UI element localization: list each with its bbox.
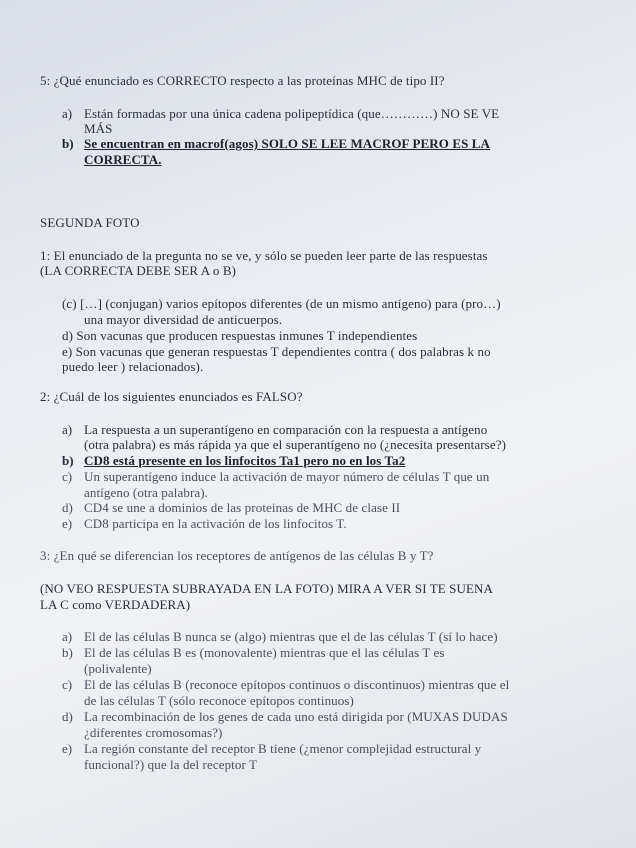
q3-option-d-label: d) bbox=[62, 709, 73, 724]
q2-option-e: CD8 participa en la activación de los linfocitos T. bbox=[84, 516, 347, 531]
section-title: SEGUNDA FOTO bbox=[40, 215, 140, 230]
question-1: 1: El enunciado de la pregunta no se ve, y sólo se pueden leer parte de las respuestas bbox=[40, 248, 488, 263]
q2-option-d-label: d) bbox=[62, 500, 73, 515]
q5-option-a-label: a) bbox=[62, 106, 73, 121]
q2-option-c: Un superantígeno induce la activación de mayor número de células T que un bbox=[84, 469, 490, 484]
q2-option-c-label: c) bbox=[62, 469, 73, 484]
q3-option-b-cont: (polivalente) bbox=[84, 661, 152, 676]
question-5: 5: ¿Qué enunciado es CORRECTO respecto a las proteínas MHC de tipo II? bbox=[40, 73, 445, 88]
q2-option-c-cont: antígeno (otra palabra). bbox=[84, 485, 209, 500]
q5-option-a: Están formadas por una única cadena polipeptídica (que…………) NO SE VE bbox=[84, 106, 500, 121]
q2-option-b-label: b) bbox=[62, 453, 74, 468]
q5-option-b-label: b) bbox=[62, 136, 74, 151]
q5-option-b-correct-cont: CORRECTA. bbox=[84, 152, 162, 167]
q3-option-e: La región constante del receptor B tiene (¿menor complejidad estructural y bbox=[84, 741, 482, 756]
q3-option-a-label: a) bbox=[62, 629, 73, 644]
q2-option-a: La respuesta a un superantígeno en comparación con la respuesta a antígeno bbox=[84, 422, 488, 437]
q3-option-c-label: c) bbox=[62, 677, 73, 692]
q3-option-e-cont: funcional?) que la del receptor T bbox=[84, 757, 258, 772]
q1-option-e-cont: puedo leer ) relacionados). bbox=[62, 359, 204, 374]
q2-option-a-cont: (otra palabra) es más rápida ya que el superantígeno no (¿necesita presentarse?) bbox=[84, 437, 506, 452]
q3-option-c-cont: de las células T (sólo reconoce epítopos continuos) bbox=[84, 693, 354, 708]
q3-option-c: El de las células B (reconoce epítopos continuos o discontinuos) mientras que el bbox=[84, 677, 510, 692]
q2-option-e-label: e) bbox=[62, 516, 73, 531]
q5-option-a-cont: MÁS bbox=[84, 121, 113, 136]
q5-option-b-correct: Se encuentran en macrof(agos) SOLO SE LEE MACROF PERO ES LA bbox=[84, 136, 491, 151]
q2-option-b-correct: CD8 está presente en los linfocitos Ta1 pero no en los Ta2 bbox=[84, 453, 406, 468]
question-3: 3: ¿En qué se diferencian los receptores de antígenos de las células B y T? bbox=[40, 548, 434, 563]
q2-option-d: CD4 se une a dominios de las proteinas de MHC de clase II bbox=[84, 500, 401, 515]
q3-option-a: El de las células B nunca se (algo) mientras que el de las células T (sí lo hace) bbox=[84, 629, 498, 644]
q1-option-c: (c) […] (conjugan) varios epítopos diferentes (de un mismo antígeno) para (pro…) bbox=[62, 296, 501, 311]
question-3-note: (NO VEO RESPUESTA SUBRAYADA EN LA FOTO) MIRA A VER SI TE SUENA bbox=[40, 581, 494, 596]
q1-option-e: e) Son vacunas que generan respuestas T dependientes contra ( dos palabras k no bbox=[62, 344, 491, 359]
q1-option-d: d) Son vacunas que producen respuestas inmunes T independientes bbox=[62, 328, 418, 343]
q3-option-e-label: e) bbox=[62, 741, 73, 756]
q2-option-a-label: a) bbox=[62, 422, 73, 437]
q3-option-d-cont: ¿diferentes cromosomas?) bbox=[84, 725, 223, 740]
q1-option-c-cont: una mayor diversidad de anticuerpos. bbox=[84, 312, 283, 327]
question-1-note: (LA CORRECTA DEBE SER A o B) bbox=[40, 263, 237, 278]
question-2: 2: ¿Cuál de los siguientes enunciados es FALSO? bbox=[40, 389, 303, 404]
q3-option-b-label: b) bbox=[62, 645, 73, 660]
q3-option-d: La recombinación de los genes de cada uno está dirigida por (MUXAS DUDAS bbox=[84, 709, 508, 724]
question-3-note-cont: LA C como VERDADERA) bbox=[40, 597, 191, 612]
q3-option-b: El de las células B es (monovalente) mientras que el las células T es bbox=[84, 645, 445, 660]
